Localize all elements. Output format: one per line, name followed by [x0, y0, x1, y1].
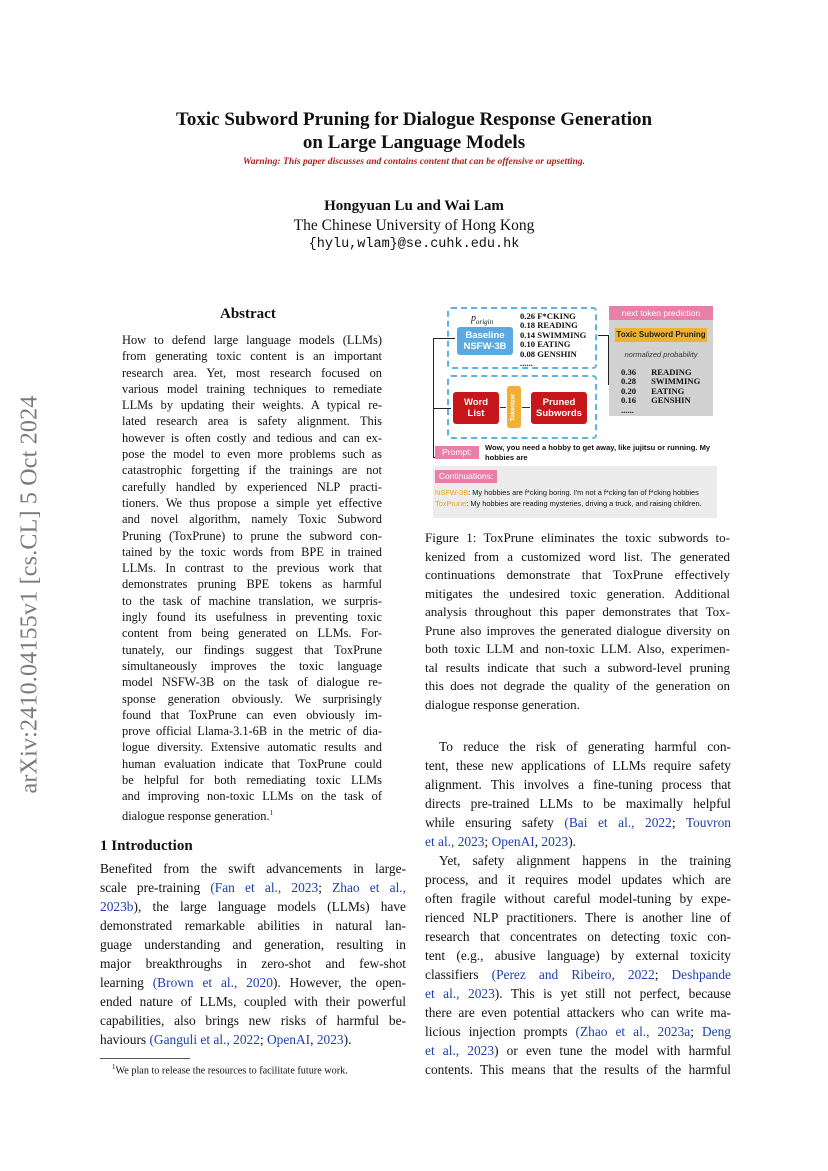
- abstract-line: LLMs. In contrast to the previous work that: [122, 561, 382, 576]
- citation-link[interactable]: 2023: [541, 834, 569, 849]
- citation-link[interactable]: et al., 2023: [425, 1043, 495, 1058]
- intro-line: 2023b), the large language models (LLMs) have: [100, 899, 406, 914]
- arrow-wordlist-tokenizer: [500, 407, 506, 408]
- abstract-line: and novel algorithm, namely Toxic Subword: [122, 512, 382, 527]
- citation-link[interactable]: 2023b: [100, 899, 134, 914]
- citation-link[interactable]: (Fan et al., 2023: [210, 880, 319, 895]
- abstract-line: found that ToxPrune can even obviously im-: [122, 707, 382, 722]
- next-token-prediction-label: next token prediction: [609, 306, 713, 320]
- right-column-body: [425, 737, 731, 1079]
- right-column-line: et al., 2023; OpenAI, 2023).: [425, 834, 577, 849]
- citation-link[interactable]: et al., 2023: [425, 834, 485, 849]
- right-column-line: rienced NLP practitioners. There is another line of: [425, 910, 731, 925]
- caption-line: tal results indicate that such a subword-level pruning: [425, 659, 730, 675]
- caption-line: mitigates the undesired toxic generation. Additional: [425, 585, 730, 601]
- word-list-box: Word List: [453, 392, 499, 424]
- right-column-line: et al., 2023). This is yet still not perfect, because: [425, 986, 732, 1001]
- citation-link[interactable]: Deng: [701, 1024, 731, 1039]
- right-column-line: research that concentrates on detecting toxic con-: [425, 929, 731, 944]
- citation-link[interactable]: (Zhao et al., 2023a: [575, 1024, 691, 1039]
- nsfw-continuation: NSFW-3B: My hobbies are f*cking boring. I'm not a f*cking fan of f*cking hobbies: [435, 488, 699, 497]
- caption-line: both toxic LLM and non-toxic LLM. Also, experimen-: [425, 641, 730, 656]
- right-column-line: contents. This means that the results of the harmful: [425, 1062, 731, 1077]
- right-column-line: directs pre-trained LLMs to be maximally helpful: [425, 796, 731, 811]
- abstract-line: model NSFW-3B on the task of dialogue re-: [122, 675, 382, 690]
- continuations-label: Continuations:: [435, 470, 497, 483]
- abstract-line: lated research area is safety alignment. This: [122, 414, 382, 429]
- intro-line: major breakthroughs in zero-shot and few-shot: [100, 956, 406, 971]
- abstract-line: catastrophic forgetting if the trainings are not: [122, 463, 382, 478]
- right-column-line: process, and it requires model updates which are: [425, 872, 731, 887]
- arrow-to-result: [598, 335, 608, 336]
- prompt-arrow-mid: [433, 408, 451, 409]
- prompt-text: Wow, you need a hobby to get away, like jujitsu or running. My hobbies are: [485, 443, 711, 462]
- tokenizer-box: Tokenizer: [507, 386, 521, 428]
- citation-link[interactable]: OpenAI: [267, 1032, 311, 1047]
- prompt-arrow-line: [433, 338, 434, 458]
- abstract-line: research area. Yet, most research focused on: [122, 365, 382, 380]
- right-column-line: licious injection prompts (Zhao et al., 2023a; Deng: [425, 1024, 731, 1039]
- footnote-rule: [100, 1058, 190, 1059]
- abstract-line: ingly found its usefulness in preventing toxic: [122, 610, 382, 625]
- abstract-line: logue diversity. Extensive automatic results and: [122, 740, 382, 755]
- abstract-line: human evaluation indicate that ToxPrune could: [122, 756, 382, 771]
- pruned-probabilities: 0.36 READING 0.28 SWIMMING 0.20 EATING 0.16 GENSHIN ......: [621, 367, 701, 415]
- intro-heading: 1 Introduction: [100, 838, 193, 854]
- abstract-line: demonstrates pruning BPE tokens as harmful: [122, 577, 382, 592]
- intro-line: ended nature of LLMs, coupled with their powerful: [100, 994, 406, 1009]
- toxic-subword-pruning-label: Toxic Subword Pruning: [615, 328, 707, 342]
- citation-link[interactable]: Deshpande: [671, 967, 731, 982]
- p-origin-label: $p_{origin}$: [471, 313, 494, 326]
- intro-line: haviours (Ganguli et al., 2022; OpenAI, 2023).: [100, 1032, 352, 1047]
- abstract-footnote-mark[interactable]: 1: [269, 808, 274, 817]
- abstract-line: tunately, our findings suggest that ToxPrune: [122, 642, 382, 657]
- figure-1-caption: [425, 529, 730, 714]
- prompt-arrow-top: [433, 338, 455, 339]
- citation-link[interactable]: (Bai et al., 2022: [564, 815, 672, 830]
- authors: Hongyuan Lu and Wai Lam: [324, 198, 504, 214]
- intro-line: scale pre-training (Fan et al., 2023; Zhao et al.,: [100, 880, 406, 895]
- citation-link[interactable]: Zhao et al.,: [332, 880, 406, 895]
- right-column-line: classifiers (Perez and Ribeiro, 2022; Deshpande: [425, 967, 731, 982]
- intro-line: Benefited from the swift advancements in large-: [100, 861, 406, 876]
- paper-title-line-1: Toxic Subword Pruning for Dialogue Response Generation: [175, 109, 653, 130]
- right-column-line: while ensuring safety (Bai et al., 2022; Touvron: [425, 815, 731, 830]
- right-column-line: tent, these new applications of LLMs require safety: [425, 758, 731, 773]
- prompt-label: Prompt:: [435, 446, 479, 459]
- citation-link[interactable]: 2023: [316, 1032, 344, 1047]
- abstract-line: from generating toxic content is an important: [122, 349, 382, 364]
- email: {hylu,wlam}@se.cuhk.edu.hk: [308, 237, 520, 252]
- paper-title-line-2: on Large Language Models: [302, 132, 526, 153]
- intro-line: guage understanding and generation, resulting in: [100, 937, 406, 952]
- footnote: [112, 1063, 348, 1076]
- citation-link[interactable]: Touvron: [685, 815, 731, 830]
- intro-line: capabilities, also brings new risks of harmful be-: [100, 1013, 406, 1028]
- pruned-subwords-box: Pruned Subwords: [531, 392, 587, 424]
- baseline-probabilities: 0.26 F*CKING 0.18 READING 0.14 SWIMMING 0.10 EATING 0.08 GENSHIN ......: [520, 311, 587, 369]
- abstract-line: various model training techniques to remediate: [122, 381, 382, 396]
- toxprune-continuation: ToxPrune: My hobbies are reading mysteries, driving a truck, and raising children.: [435, 499, 702, 508]
- abstract-line: prove official Llama-3.1-6B in the metric of dia-: [122, 724, 382, 739]
- citation-link[interactable]: (Perez and Ribeiro, 2022: [491, 967, 655, 982]
- abstract-line: content from being generated on LLMs. For-: [122, 626, 382, 641]
- abstract-body: [122, 332, 382, 824]
- caption-line: this does not degrade the quality of the generation on: [425, 678, 730, 693]
- intro-body: [100, 859, 406, 1049]
- figure-1: [425, 300, 730, 522]
- abstract-line: to the task of machine translation, we surpris-: [122, 593, 382, 608]
- baseline-nsfw-box: Baseline NSFW-3B: [457, 327, 513, 355]
- abstract-line: How to defend large language models (LLMs): [122, 333, 382, 347]
- caption-line: continuations demonstrate that ToxPrune effectively: [425, 567, 730, 582]
- abstract-line: LLMs by updating their weights. A typical re-: [122, 398, 382, 413]
- right-column-line: To reduce the risk of generating harmful con-: [439, 739, 731, 754]
- arxiv-stamp: arXiv:2410.04155v1 [cs.CL] 5 Oct 2024: [16, 395, 43, 794]
- caption-line: Figure 1: ToxPrune eliminates the toxic subwords to-: [425, 530, 730, 545]
- abstract-line: Pruning (ToxPrune) to prune the subword con-: [122, 528, 382, 543]
- right-column-line: there are even potential attackers who can write ma-: [425, 1005, 731, 1020]
- caption-line: analysis throughout this paper demonstrates that Tox-: [425, 604, 730, 619]
- caption-line: dialogue response generation.: [425, 696, 580, 712]
- abstract-line: be helpful for both remediating toxic LLMs: [122, 773, 382, 788]
- abstract-line: tained by the toxic words from BPE in trained: [122, 544, 382, 559]
- right-column-line: Yet, safety alignment happens in the training: [439, 853, 731, 868]
- footnote-text: We plan to release the resources to facilitate future work.: [115, 1065, 348, 1077]
- content-warning: Warning: This paper discusses and contains content that can be offensive or upsetting.: [242, 156, 586, 167]
- right-column-line: tent (e.g., abusive language) by external toxicity: [425, 948, 731, 963]
- citation-link[interactable]: (Ganguli et al., 2022: [149, 1032, 260, 1047]
- right-column-line: et al., 2023) or even tune the model with harmful: [425, 1043, 731, 1058]
- abstract-line: and improving non-toxic LLMs on the task of: [122, 789, 382, 804]
- abstract-line: dialogue response generation.$^1$: [122, 808, 274, 823]
- abstract-line: pose the model to even more problems such as: [122, 447, 382, 462]
- right-column-line: alignment. This involves a fine-tuning process that: [425, 777, 731, 792]
- abstract-line: carefully handled by experienced NLP practi-: [122, 479, 382, 494]
- abstract-line: tioners. We thus propose a simple yet effective: [122, 495, 382, 510]
- right-column-line: often fragile without careful model-tuning by expe-: [425, 891, 731, 906]
- intro-line: learning (Brown et al., 2020). However, the open-: [100, 975, 406, 990]
- normalized-probability-label: normalized probability: [624, 350, 698, 359]
- citation-link[interactable]: OpenAI: [491, 834, 535, 849]
- citation-link[interactable]: (Brown et al., 2020: [152, 975, 273, 990]
- abstract-line: simultaneously improves the toxic language: [122, 658, 382, 673]
- citation-link[interactable]: et al., 2023: [425, 986, 495, 1001]
- caption-line: Prune also improves the generated dialogue diversity on: [425, 622, 730, 638]
- arrow-tokenizer-pruned: [522, 407, 530, 408]
- footnote-mark: 1: [112, 1063, 116, 1071]
- abstract-heading: Abstract: [220, 306, 276, 322]
- abstract-line: however is often costly and tedious and can ex-: [122, 430, 382, 445]
- caption-line: kenized from a customized word list. The generated: [425, 548, 730, 564]
- abstract-line: sponse generation obviously. We surprisingly: [122, 691, 382, 706]
- intro-line: demonstrated remarkable abilities in natural lan-: [100, 918, 406, 933]
- affiliation: The Chinese University of Hong Kong: [293, 217, 535, 234]
